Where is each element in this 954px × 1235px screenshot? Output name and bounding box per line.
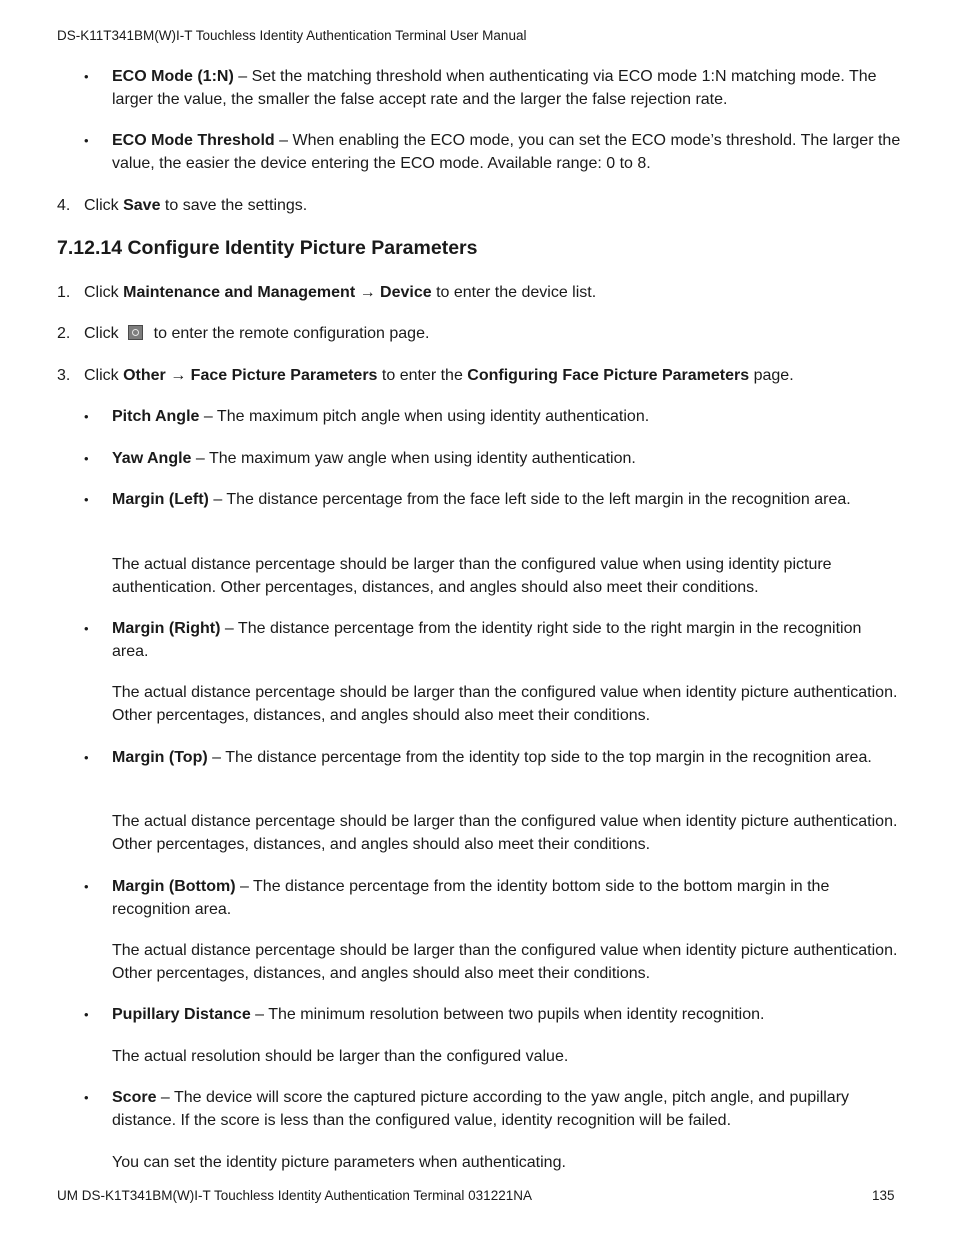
param-yaw-angle xyxy=(112,447,902,470)
param-note: You can set the identity picture parameters when authenticating. xyxy=(112,1154,566,1171)
step-4 xyxy=(84,194,894,217)
menu-path: Face Picture Parameters xyxy=(190,367,378,384)
page-footer: UM DS-K1T341BM(W)I-T Touchless Identity Authentication Terminal 031221NA xyxy=(57,1188,532,1203)
term: Pupillary Distance xyxy=(112,1006,251,1023)
param-margin-left xyxy=(112,488,902,511)
step-text: Click xyxy=(84,367,124,384)
term: ECO Mode Threshold xyxy=(112,132,275,149)
term: Margin (Bottom) xyxy=(112,878,236,895)
param-margin-bottom xyxy=(112,875,902,921)
bullet-marker: • xyxy=(84,1090,89,1105)
description: – When enabling the ECO mode, you can set the ECO mode’s threshold. The larger the value, the easier the device entering the ECO mode. Available range: 0 to 8. xyxy=(112,132,901,172)
menu-path: Other xyxy=(123,367,166,384)
step-text: to enter the xyxy=(377,367,468,384)
bullet-marker: • xyxy=(84,1007,89,1022)
step-text: Click xyxy=(84,284,124,301)
description: – The distance percentage from the face left side to the left margin in the recognition area. xyxy=(208,491,851,508)
step-text: page. xyxy=(749,367,794,384)
description: – The maximum pitch angle when using identity authentication. xyxy=(199,408,650,425)
param-note: The actual distance percentage should be larger than the configured value when identity picture authentication. Other percentages, distances, and angles should also meet their conditions. xyxy=(112,813,898,853)
step-3 xyxy=(84,364,894,387)
arrow: → xyxy=(165,367,191,384)
bullet-marker: • xyxy=(84,409,89,424)
term: Margin (Left) xyxy=(112,491,209,508)
step-text: Click xyxy=(84,325,119,342)
bullet-marker: • xyxy=(84,492,89,507)
description: – The distance percentage from the identity bottom side to the bottom margin in the recognition area. xyxy=(112,878,830,918)
param-margin-right xyxy=(112,617,902,663)
bullet-marker: • xyxy=(84,451,89,466)
param-pupillary-distance xyxy=(112,1003,902,1026)
bullet-marker: • xyxy=(84,621,89,636)
page-name: Configuring Face Picture Parameters xyxy=(467,367,750,384)
section-heading: 7.12.14 Configure Identity Picture Parameters xyxy=(57,237,478,259)
menu-path: Maintenance and Management xyxy=(123,284,356,301)
menu-path: Device xyxy=(380,284,432,301)
step-number: 2. xyxy=(57,325,71,342)
description: – The maximum yaw angle when using identity authentication. xyxy=(191,450,636,467)
step-number: 1. xyxy=(57,284,71,301)
term: Margin (Top) xyxy=(112,749,208,766)
term: Pitch Angle xyxy=(112,408,200,425)
param-note: The actual resolution should be larger than the configured value. xyxy=(112,1048,569,1065)
step-2 xyxy=(84,322,894,345)
bullet-marker: • xyxy=(84,69,89,84)
bullet-marker: • xyxy=(84,133,89,148)
term: Margin (Right) xyxy=(112,620,221,637)
bullet-marker: • xyxy=(84,879,89,894)
step-number: 3. xyxy=(57,367,71,384)
bullet-eco-mode xyxy=(112,65,902,111)
term: Score xyxy=(112,1089,157,1106)
description: – The minimum resolution between two pupils when identity recognition. xyxy=(250,1006,765,1023)
description: – The distance percentage from the identity top side to the top margin in the recognition area. xyxy=(207,749,872,766)
remote-config-icon xyxy=(128,325,143,340)
step-text: to save the settings. xyxy=(160,197,308,214)
step-text: to enter the device list. xyxy=(431,284,597,301)
page-number: 135 xyxy=(872,1188,895,1203)
param-note: The actual distance percentage should be larger than the configured value when identity picture authentication. Other percentages, distances, and angles should also meet their conditions. xyxy=(112,684,898,724)
step-text: to enter the remote configuration page. xyxy=(153,325,430,342)
param-note: The actual distance percentage should be larger than the configured value when identity picture authentication. Other percentages, distances, and angles should also meet their conditions. xyxy=(112,942,898,982)
step-number: 4. xyxy=(57,197,71,214)
description: – The distance percentage from the identity right side to the right margin in the recognition area. xyxy=(112,620,862,660)
param-pitch-angle xyxy=(112,405,902,428)
param-margin-top xyxy=(112,746,902,769)
param-note: The actual distance percentage should be larger than the configured value when using identity picture authentication. Other percentages, distances, and angles should also meet their conditions. xyxy=(112,556,832,596)
term: ECO Mode (1:N) xyxy=(112,68,234,85)
term: Yaw Angle xyxy=(112,450,192,467)
description: – Set the matching threshold when authenticating via ECO mode 1:N matching mode. The larger the value, the smaller the false accept rate and the larger the false rejection rate. xyxy=(112,68,877,108)
step-text: Click xyxy=(84,197,124,214)
arrow: → xyxy=(355,284,381,301)
param-score xyxy=(112,1086,902,1132)
description: – The device will score the captured picture according to the yaw angle, pitch angle, and pupillary distance. If the score is less than the configured value, identity recognition will be failed. xyxy=(112,1089,850,1129)
bullet-eco-threshold xyxy=(112,129,902,175)
step-1 xyxy=(84,281,894,304)
page-header: DS-K11T341BM(W)I-T Touchless Identity Authentication Terminal User Manual xyxy=(57,28,527,43)
bullet-marker: • xyxy=(84,750,89,765)
save-label: Save xyxy=(123,197,161,214)
